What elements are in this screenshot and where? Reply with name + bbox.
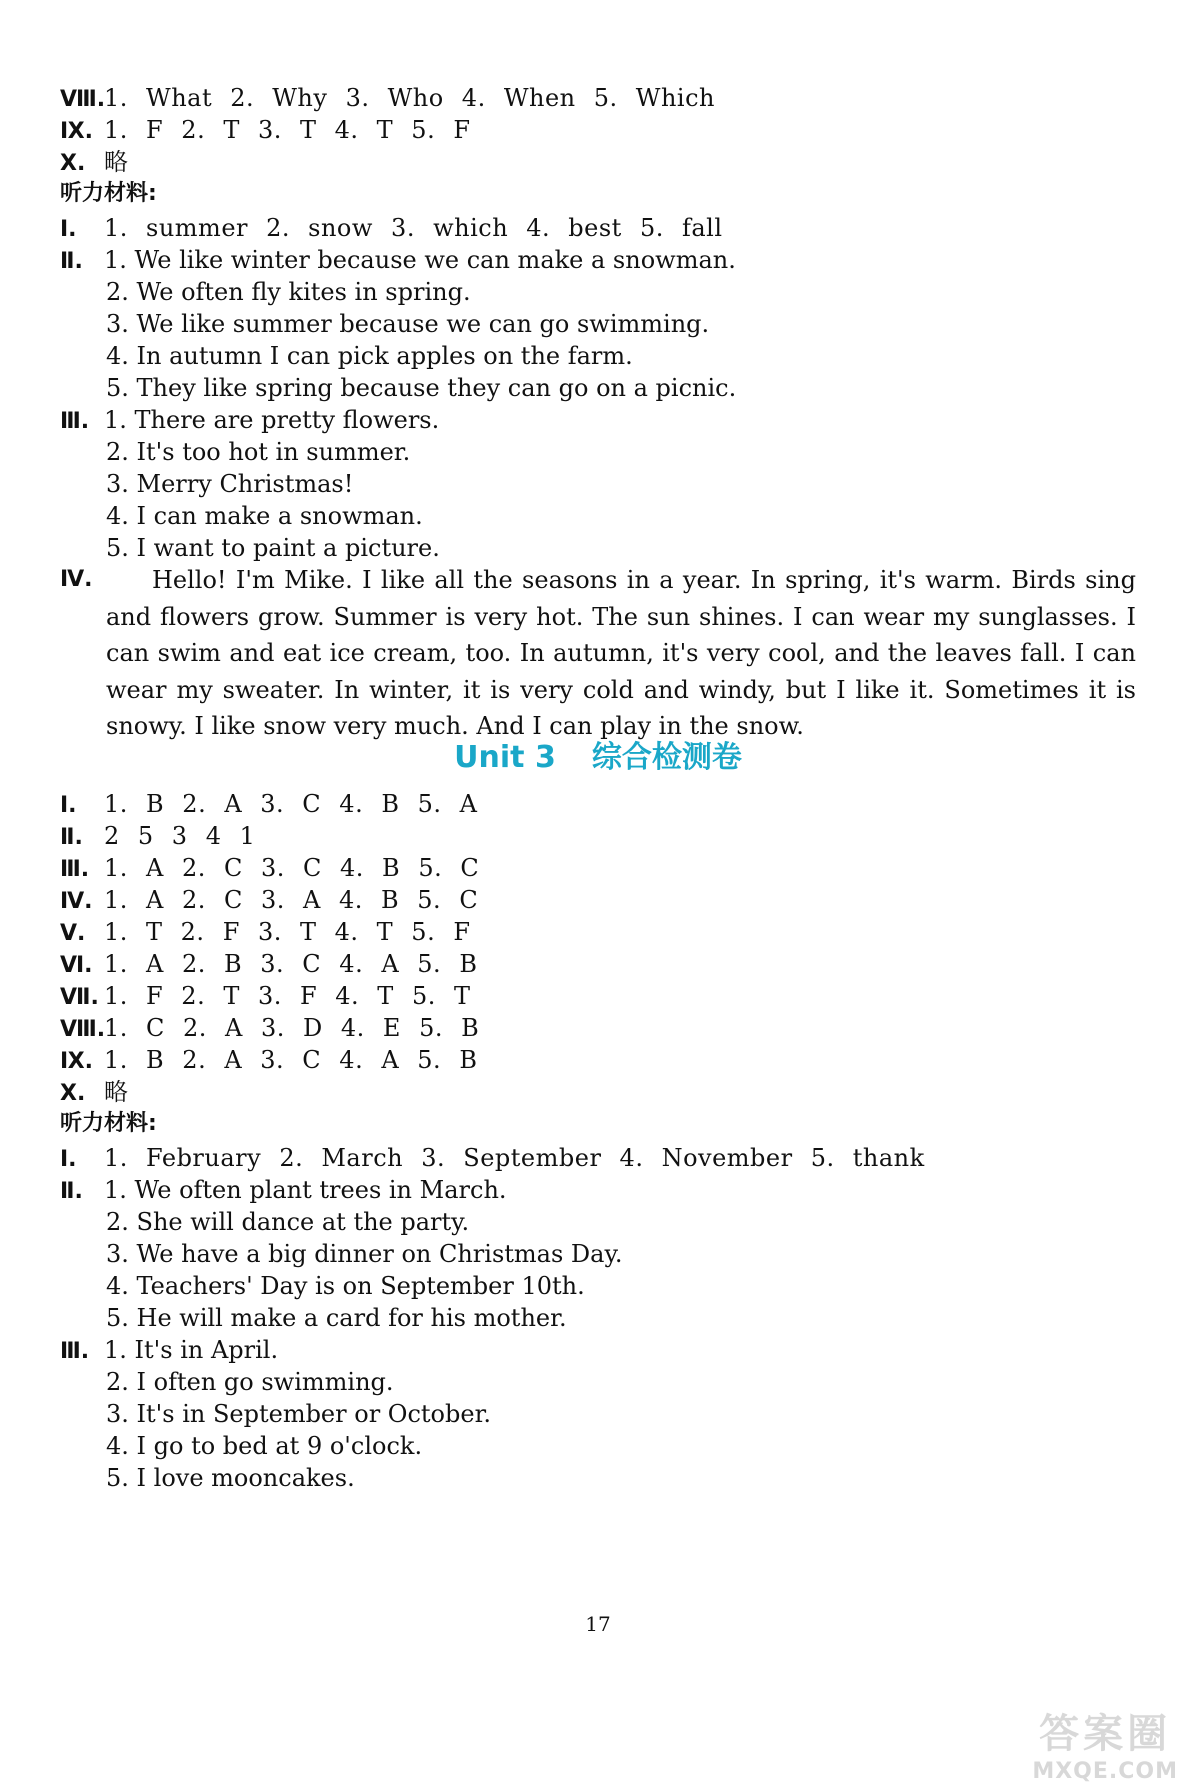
section-number: Ⅴ. (60, 921, 86, 946)
answer-row (60, 882, 1140, 918)
list-item: 2. We often fly kites in spring. (106, 278, 471, 306)
watermark (1032, 1702, 1178, 1784)
answer-text: 1. February 2. March 3. September 4. November 5. thank (104, 1144, 925, 1172)
section-number: Ⅸ. (60, 119, 94, 144)
section-number: Ⅶ. (60, 985, 99, 1010)
page-number: 17 (585, 1612, 611, 1636)
listening-row-i (60, 210, 1140, 246)
answer-text: 1. F 2. T 3. F 4. T 5. T (104, 982, 471, 1010)
list-item: 1. We often plant trees in March. (104, 1176, 507, 1204)
answer-text: 1. C 2. A 3. D 4. E 5. B (104, 1014, 480, 1042)
answer-text: 1. What 2. Why 3. Who 4. When 5. Which (104, 84, 715, 112)
list-item: 2. I often go swimming. (106, 1368, 394, 1396)
list-item: 3. Merry Christmas! (106, 470, 354, 498)
list-item: 3. It's in September or October. (106, 1400, 492, 1428)
unit-title (0, 736, 1196, 780)
list-item: 4. Teachers' Day is on September 10th. (106, 1272, 585, 1300)
section-number: Ⅵ. (60, 953, 93, 978)
list-item: 3. We like summer because we can go swimming. (106, 310, 710, 338)
list-item: 5. I want to paint a picture. (106, 534, 440, 562)
answer-row-ix (60, 112, 1140, 148)
section-number: Ⅹ. (60, 151, 86, 176)
watermark-logo: 答案圈 (1039, 1711, 1172, 1757)
watermark-url: MXQE.COM (1032, 1759, 1178, 1784)
list-item: 5. He will make a card for his mother. (106, 1304, 567, 1332)
list-item: 1. There are pretty flowers. (104, 406, 440, 434)
list-item: 1. It's in April. (104, 1336, 279, 1364)
section-number: Ⅹ. (60, 1081, 86, 1106)
listening-paragraph: Hello! I'm Mike. I like all the seasons in a year. In spring, it's warm. Birds sing and flowers grow. Summer is very hot. The sun shines. I can wear my sunglasses. I can swim and eat ice cream, too. In autumn, it's very cool, and the leaves fall. I can wear my sweater. In winter, it is very cold and windy, but I like it. Sometimes it is snowy. I like snow very much. And I can play in the snow. (106, 566, 1136, 740)
section-number: Ⅷ. (60, 1017, 106, 1042)
list-item: 1. We like winter because we can make a snowman. (104, 246, 736, 274)
section-number: Ⅲ. (60, 1339, 90, 1364)
answer-text: 1. T 2. F 3. T 4. T 5. F (104, 918, 471, 946)
list-item: 2. She will dance at the party. (106, 1208, 470, 1236)
list-item: 3. We have a big dinner on Christmas Day. (106, 1240, 623, 1268)
list-item: 4. In autumn I can pick apples on the farm. (106, 342, 633, 370)
listening-row-i (60, 1140, 1140, 1176)
section-number: Ⅸ. (60, 1049, 94, 1074)
section-number: Ⅲ. (60, 857, 90, 882)
listening-row-ii (60, 242, 1140, 278)
list-item: 2. It's too hot in summer. (106, 438, 411, 466)
section-number: Ⅱ. (60, 825, 83, 850)
answer-row (60, 1074, 1140, 1110)
section-number: Ⅰ. (60, 217, 77, 242)
listening-row-iii (60, 402, 1140, 438)
answer-row (60, 1042, 1140, 1078)
section-number: Ⅳ. (60, 567, 93, 592)
answer-text: 1. A 2. C 3. C 4. B 5. C (104, 854, 480, 882)
section-number: Ⅳ. (60, 889, 93, 914)
section-number: Ⅱ. (60, 1179, 83, 1204)
listening-heading: 听力材料: (60, 1111, 157, 1136)
section-number: Ⅷ. (60, 87, 106, 112)
unit-label: Unit 3 (454, 740, 556, 775)
section-number: Ⅱ. (60, 249, 83, 274)
answer-row (60, 914, 1140, 950)
list-item: 5. I love mooncakes. (106, 1464, 355, 1492)
section-number: Ⅰ. (60, 793, 77, 818)
answer-row-viii (60, 80, 1140, 116)
answer-text: 1. A 2. C 3. A 4. B 5. C (104, 886, 479, 914)
list-item: 4. I go to bed at 9 o'clock. (106, 1432, 423, 1460)
answer-text: 略 (104, 148, 129, 176)
answer-text: 2 5 3 4 1 (104, 822, 256, 850)
answer-text: 略 (104, 1078, 129, 1106)
answer-text: 1. B 2. A 3. C 4. B 5. A (104, 790, 478, 818)
listening-row-iii (60, 1332, 1140, 1368)
answer-row (60, 818, 1140, 854)
answer-row (60, 946, 1140, 982)
list-item: 5. They like spring because they can go on a picnic. (106, 374, 737, 402)
answer-text: 1. summer 2. snow 3. which 4. best 5. fall (104, 214, 723, 242)
answer-text: 1. A 2. B 3. C 4. A 5. B (104, 950, 478, 978)
listening-row-ii (60, 1172, 1140, 1208)
section-number: Ⅲ. (60, 409, 90, 434)
answer-row (60, 850, 1140, 886)
answer-row-x (60, 144, 1140, 180)
answer-text: 1. B 2. A 3. C 4. A 5. B (104, 1046, 478, 1074)
answer-row (60, 1010, 1140, 1046)
section-number: Ⅰ. (60, 1147, 77, 1172)
answer-row (60, 978, 1140, 1014)
list-item: 4. I can make a snowman. (106, 502, 423, 530)
listening-heading: 听力材料: (60, 181, 157, 206)
unit-subtitle: 综合检测卷 (591, 740, 742, 775)
answer-row (60, 786, 1140, 822)
answer-text: 1. F 2. T 3. T 4. T 5. F (104, 116, 471, 144)
